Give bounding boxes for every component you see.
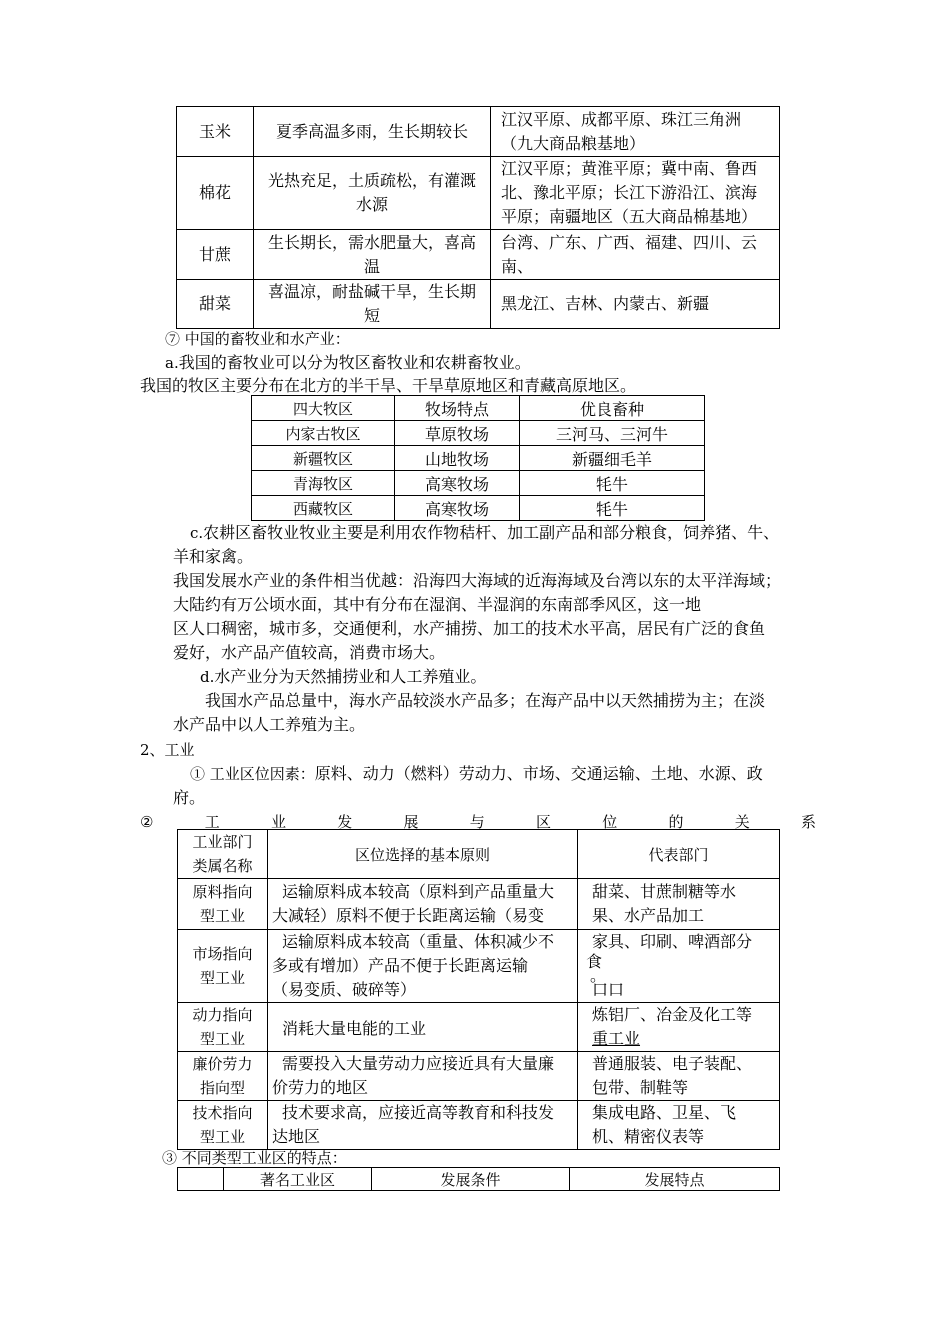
paragraph: 我国水产品总量中，海水产品较淡水产品多；在海产品中以天然捕捞为主；在淡 [205, 691, 766, 710]
table-header-row [178, 1168, 780, 1191]
column-header: 四大牧区 [252, 396, 395, 421]
pasture-name: 内家古牧区 [252, 421, 395, 446]
section-heading: ③ 不同类型工业区的特点： [162, 1149, 347, 1167]
section-heading: ⑦ 中国的畜牧业和水产业： [165, 330, 350, 348]
paragraph: 水产品中以人工养殖为主。 [173, 715, 366, 734]
industry-type: 原料指向 型工业 [178, 879, 268, 930]
location-principle: 运输原料成本较高（重量、体积减少不 多或有增加）产品不便于长距离运输 （易变质、破碎等） [268, 930, 578, 1003]
crop-areas: 黑龙江、吉林、内蒙古、新疆 [491, 280, 780, 329]
crop-table [176, 106, 780, 329]
table-row [252, 471, 705, 496]
representative-sectors: 集成电路、卫星、飞 机、精密仪表等 [578, 1101, 780, 1150]
industrial-zones-table [177, 1167, 780, 1191]
paragraph: d.水产业分为天然捕捞业和人工养殖业。 [200, 667, 487, 686]
table-row [252, 496, 705, 521]
paragraph: 爱好，水产品产值较高，消费市场大。 [173, 643, 446, 662]
paragraph: 我国的牧区主要分布在北方的半干旱、干旱草原地区和青藏高原地区。 [140, 376, 637, 395]
table-row [178, 1003, 780, 1052]
pasture-name: 新疆牧区 [252, 446, 395, 471]
crop-condition: 光热充足，土质疏松，有灌溉 水源 [254, 157, 491, 230]
pasture-type: 高寒牧场 [395, 471, 520, 496]
industry-type: 廉价劳力 指向型 [178, 1052, 268, 1101]
crop-areas: 江汉平原；黄淮平原；冀中南、鲁西 北、豫北平原；长江下游沿江、滨海 平原；南疆地区（五大商品棉基地） [491, 157, 780, 230]
column-header: 著名工业区 [224, 1168, 372, 1191]
table-row [177, 107, 780, 157]
crop-name: 玉米 [177, 107, 254, 157]
location-principle: 需要投入大量劳动力应接近具有大量廉 价劳力的地区 [268, 1052, 578, 1101]
table-row [177, 280, 780, 329]
crop-name: 甜菜 [177, 280, 254, 329]
representative-sectors: 家具、印刷、啤酒部分 食 。 口口 [578, 930, 780, 1003]
paragraph: 大陆约有万公顷水面，其中有分布在湿润、半湿润的东南部季风区，这一地 [173, 595, 702, 614]
paragraph: a.我国的畜牧业可以分为牧区畜牧业和农耕畜牧业。 [165, 353, 531, 372]
crop-areas: 台湾、广东、广西、福建、四川、云 南、 [491, 230, 780, 280]
livestock: 新疆细毛羊 [520, 446, 705, 471]
column-header: 工业部门 类属名称 [178, 830, 268, 879]
column-header: 代表部门 [578, 830, 780, 879]
table-row [252, 446, 705, 471]
pasture-type: 草原牧场 [395, 421, 520, 446]
column-header: 区位选择的基本原则 [268, 830, 578, 879]
table-header-row [178, 830, 780, 879]
paragraph: 我国发展水产业的条件相当优越：沿海四大海域的近海海域及台湾以东的太平洋海域； [173, 571, 782, 590]
industry-table [177, 829, 780, 1150]
industry-type: 市场指向 型工业 [178, 930, 268, 1003]
crop-condition: 生长期长，需水肥量大，喜高 温 [254, 230, 491, 280]
crop-condition: 喜温凉，耐盐碱干旱，生长期 短 [254, 280, 491, 329]
pasture-name: 青海牧区 [252, 471, 395, 496]
livestock: 三河马、三河牛 [520, 421, 705, 446]
crop-name: 棉花 [177, 157, 254, 230]
location-principle: 运输原料成本较高（原料到产品重量大 大减轻）原料不便于长距离运输（易变 [268, 879, 578, 930]
industry-type: 动力指向 型工业 [178, 1003, 268, 1052]
section-heading: 2、工业 [140, 741, 195, 759]
representative-sectors: 甜菜、甘蔗制糖等水 果、水产品加工 [578, 879, 780, 930]
paragraph: c.农耕区畜牧业牧业主要是利用农作物秸杆、加工副产品和部分粮食，饲养猪、牛、 [190, 523, 780, 542]
crop-condition: 夏季高温多雨，生长期较长 [254, 107, 491, 157]
location-principle: 技术要求高，应接近高等教育和科技发 达地区 [268, 1101, 578, 1150]
column-header: 发展条件 [372, 1168, 570, 1191]
table-header-row [252, 396, 705, 421]
table-row [178, 1101, 780, 1150]
table-row [177, 230, 780, 280]
column-header: 牧场特点 [395, 396, 520, 421]
crop-name: 甘蔗 [177, 230, 254, 280]
industry-type: 技术指向 型工业 [178, 1101, 268, 1150]
table-row [178, 1052, 780, 1101]
section-heading: ② 工 业 发 展 与 区 位 的 关 系 [140, 813, 816, 831]
livestock: 牦牛 [520, 471, 705, 496]
crop-areas: 江汉平原、成都平原、珠江三角洲 （九大商品粮基地） [491, 107, 780, 157]
column-header: 发展特点 [570, 1168, 780, 1191]
table-row [178, 930, 780, 1003]
representative-sectors: 炼铝厂、冶金及化工等 重工业 [578, 1003, 780, 1052]
pasture-name: 西藏牧区 [252, 496, 395, 521]
column-header [178, 1168, 224, 1191]
paragraph: 羊和家禽。 [173, 547, 254, 566]
pasture-type: 高寒牧场 [395, 496, 520, 521]
paragraph: 区人口稠密，城市多，交通便利，水产捕捞、加工的技术水平高，居民有广泛的食鱼 [173, 619, 766, 638]
paragraph: ① 工业区位因素：原料、动力（燃料）劳动力、市场、交通运输、土地、水源、政 [190, 764, 763, 783]
pasture-table [251, 395, 705, 521]
location-principle: 消耗大量电能的工业 [268, 1003, 578, 1052]
livestock: 牦牛 [520, 496, 705, 521]
table-row [177, 157, 780, 230]
table-row [178, 879, 780, 930]
table-row [252, 421, 705, 446]
paragraph: 府。 [173, 788, 206, 807]
representative-sectors: 普通服装、电子装配、 包带、制鞋等 [578, 1052, 780, 1101]
column-header: 优良畜种 [520, 396, 705, 421]
pasture-type: 山地牧场 [395, 446, 520, 471]
